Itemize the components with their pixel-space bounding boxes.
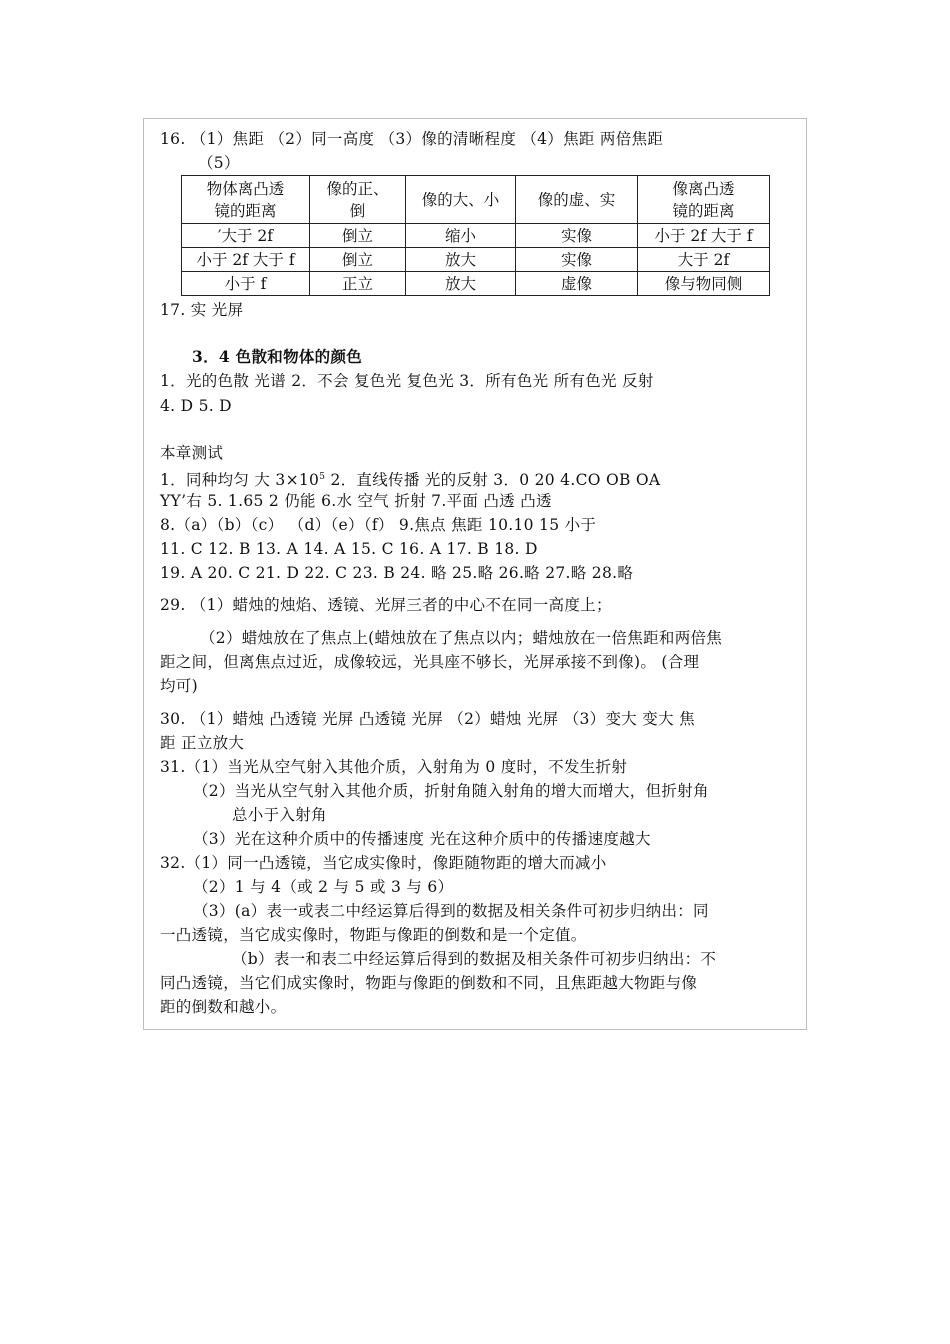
chapter-test-line: 11. C 12. B 13. A 14. A 15. C 16. A 17. B 18. D [160,540,538,558]
table-cell: 放大 [406,248,516,272]
q29-line: 29. （1）蜡烛的烛焰、透镜、光屏三者的中心不在同一高度上； [160,596,612,614]
q32-line: （2）1 与 4（或 2 与 5 或 3 与 6） [193,878,454,896]
table-cell: 虚像 [516,272,638,296]
chapter-test-title: 本章测试 [160,444,224,462]
table-cell: 实像 [516,248,638,272]
table-cell: 小于 2f 大于 f [182,248,310,272]
table-row [182,248,770,272]
q31-line: 总小于入射角 [232,806,327,824]
chapter-test-line: 1．同种均匀 大 $3\times 10^5$ 2．直线传播 光的反射 3．0 20 4.CO OB OA [160,471,661,490]
q31-line: （2）当光从空气射入其他介质，折射角随入射角的增大而增大，但折射角 [193,782,709,800]
section-line: 1．光的色散 光谱 2．不会 复色光 复色光 3．所有色光 所有色光 反射 [160,372,654,390]
table-cell: 倒立 [310,248,406,272]
table-cell: 倒立 [310,224,406,248]
q32-line: 一凸透镜，当它成实像时，物距与像距的倒数和是一个定值。 [160,926,587,944]
header-cell: 像的虚、实 [516,176,638,224]
q30-line: 距 正立放大 [160,734,245,752]
q31-line: 31.（1）当光从空气射入其他介质，入射角为 0 度时，不发生折射 [160,758,628,776]
chapter-test-line: YY’右 5. 1.65 2 仍能 6.水 空气 折射 7.平面 凸透 凸透 [160,492,552,510]
section-title: 3．4 色散和物体的颜色 [192,347,363,366]
q16-line1: 16. （1）焦距 （2）同一高度 （3）像的清晰程度 （4）焦距 两倍焦距 [160,130,664,148]
table-cell: 正立 [310,272,406,296]
table-cell: 放大 [406,272,516,296]
section-line: 4. D 5. D [160,397,232,415]
header-cell: 物体离凸透 镜的距离 [182,176,310,224]
q29-line: （2）蜡烛放在了焦点上(蜡烛放在了焦点以内；蜡烛放在一倍焦距和两倍焦 [200,629,723,647]
table-cell: 大于 2f [638,248,770,272]
table-cell: ′大于 2f [182,224,310,248]
table-cell: 像与物同侧 [638,272,770,296]
q29-line: 距之间，但离焦点过近，成像较远，光具座不够长，光屏承接不到像)。 (合理 [160,653,700,671]
exponent: 5 [319,472,326,482]
q32-line: （3）(a）表一或表二中经运算后得到的数据及相关条件可初步归纳出：同 [193,902,709,920]
q17-answer: 17. 实 光屏 [160,301,244,319]
q32-line: （b）表一和表二中经运算后得到的数据及相关条件可初步归纳出：不 [232,950,717,968]
q32-line: 同凸透镜，当它们成实像时，物距与像距的倒数和不同，且焦距越大物距与像 [160,974,698,992]
header-cell: 像离凸透 镜的距离 [638,176,770,224]
table-row [182,224,770,248]
q32-line: 距的倒数和越小。 [160,998,287,1016]
chapter-test-line: 8.（a）（b）（c） （d）（e）（f） 9.焦点 焦距 10.10 15 小于 [160,516,597,534]
header-cell: 像的大、小 [406,176,516,224]
q32-line: 32.（1）同一凸透镜，当它成实像时，像距随物距的增大而减小 [160,854,607,872]
table-cell: 小于 2f 大于 f [638,224,770,248]
table-cell: 小于 f [182,272,310,296]
q30-line: 30. （1）蜡烛 凸透镜 光屏 凸透镜 光屏 （2）蜡烛 光屏 （3）变大 变大 焦 [160,710,695,728]
table-cell: 实像 [516,224,638,248]
table-row [182,272,770,296]
q16-line2: （5） [198,154,240,172]
header-cell: 像的正、 倒 [310,176,406,224]
q29-line: 均可) [160,677,198,695]
chapter-test-line: 19. A 20. C 21. D 22. C 23. B 24. 略 25.略 26.略 27.略 28.略 [160,564,634,582]
lens-table [181,175,770,296]
q31-line: （3）光在这种介质中的传播速度 光在这种介质中的传播速度越大 [193,830,651,848]
table-header-row [182,176,770,224]
table-cell: 缩小 [406,224,516,248]
